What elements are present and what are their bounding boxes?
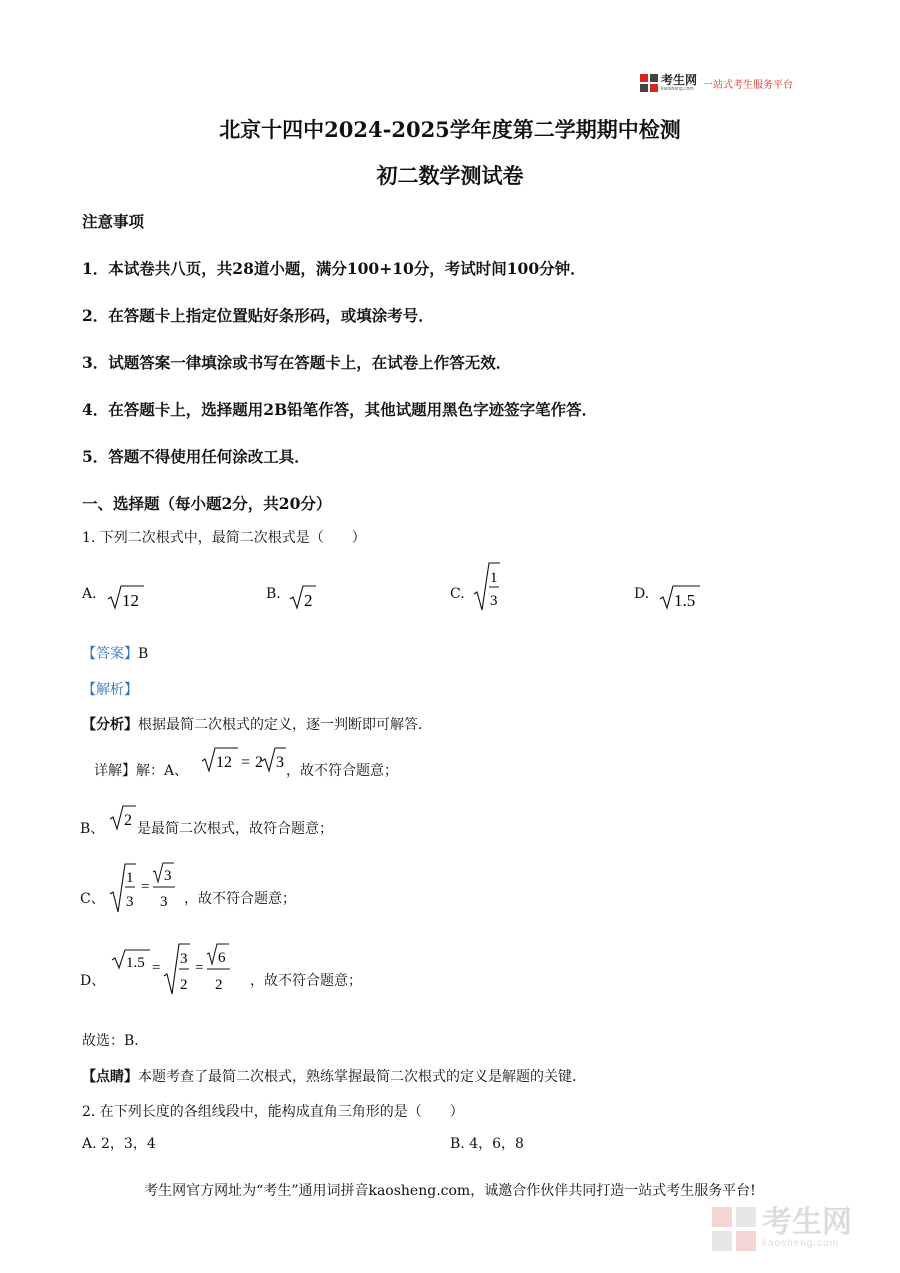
svg-text:1: 1: [126, 870, 134, 886]
question-1-stem: 1. 下列二次根式中，最简二次根式是（ ）: [82, 530, 366, 546]
svg-text:12: 12: [122, 591, 139, 610]
dianjing-tag: 【点睛】: [82, 1069, 138, 1085]
svg-text:=: =: [141, 879, 150, 895]
detail-c-math: [108, 860, 184, 916]
detail-d-math: [110, 940, 250, 998]
answer-value: B: [138, 646, 149, 662]
svg-text:2: 2: [304, 591, 313, 610]
answer-line: [82, 643, 148, 663]
svg-text:1.5: 1.5: [126, 955, 145, 971]
svg-text:3: 3: [180, 951, 188, 967]
notice-item: 2．在答题卡上指定位置贴好条形码，或填涂考号．: [82, 306, 434, 325]
detail-c-prefix: C、: [80, 891, 105, 907]
watermark-name: 考生网: [762, 1206, 852, 1239]
svg-text:6: 6: [218, 950, 226, 966]
notice-item: 4．在答题卡上，选择题用2B铅笔作答，其他试题用黑色字迹签字笔作答．: [82, 400, 598, 419]
exam-title: 北京十四中2024-2025学年度第二学期期中检测: [219, 117, 681, 142]
option-c-label: C.: [450, 586, 465, 602]
section-heading: 一、选择题（每小题2分，共20分）: [82, 494, 332, 513]
detail-d-text: ，故不符合题意；: [250, 973, 362, 989]
watermark: [712, 1204, 882, 1254]
kaosheng-logo-icon: [640, 74, 658, 92]
detail-a-text: ，故不符合题意；: [286, 763, 398, 779]
option-c-sqrt-fraction: [472, 560, 502, 612]
svg-text:2: 2: [255, 754, 263, 771]
svg-text:12: 12: [216, 754, 232, 771]
svg-text:3: 3: [164, 868, 172, 884]
watermark-logo-icon: [712, 1207, 756, 1251]
fenxi-line: [82, 714, 432, 734]
logo-text: [661, 72, 698, 92]
svg-text:=: =: [195, 960, 204, 976]
watermark-text: [762, 1208, 852, 1250]
option-d-sqrt: [658, 583, 702, 611]
svg-text:2: 2: [180, 977, 188, 993]
logo-domain: kaosheng.com: [661, 85, 694, 92]
footer-note: 考生网官方网址为“考生”通用词拼音kaosheng.com，诚邀合作伙伴共同打造一站式考生服务平台!: [144, 1183, 756, 1199]
answer-tag: 【答案】: [82, 646, 138, 662]
notice-item: 1．本试卷共八页，共28道小题，满分100+10分，考试时间100分钟．: [82, 259, 586, 278]
logo-slogan: 一站式考生服务平台: [703, 79, 794, 91]
site-logo[interactable]: [640, 73, 793, 93]
svg-text:1: 1: [490, 570, 498, 586]
svg-text:1.5: 1.5: [674, 591, 696, 610]
detail-b-text: 是最简二次根式，故符合题意；: [137, 821, 333, 837]
svg-text:=: =: [241, 754, 251, 771]
option-b-sqrt: [288, 583, 318, 611]
option-b-label: B.: [266, 586, 281, 602]
fenxi-tag: 【分析】: [82, 717, 138, 733]
detail-d-prefix: D、: [80, 973, 106, 989]
notice-heading: 注意事项: [82, 212, 145, 231]
detail-a-math: [200, 745, 288, 775]
question-2-option-a: A. 2，3，4: [82, 1136, 156, 1152]
notice-item: 3．试题答案一律填涂或书写在答题卡上，在试卷上作答无效．: [82, 353, 512, 372]
detail-b-math: [108, 803, 138, 833]
svg-text:=: =: [152, 960, 161, 976]
detail-b-prefix: B、: [80, 821, 105, 837]
svg-text:3: 3: [490, 593, 498, 609]
option-a-label: A.: [82, 586, 97, 602]
conclusion: 故选：B．: [82, 1033, 149, 1049]
analysis-tag: 【解析】: [82, 682, 138, 698]
notice-item: 5．答题不得使用任何涂改工具．: [82, 447, 310, 466]
fenxi-text: 根据最简二次根式的定义，逐一判断即可解答．: [138, 717, 432, 733]
watermark-domain: kaosheng.com: [762, 1238, 840, 1249]
question-2-stem: 2. 在下列长度的各组线段中，能构成直角三角形的是（ ）: [82, 1104, 464, 1120]
option-a-sqrt: [106, 583, 146, 611]
dianjing-text: 本题考查了最简二次根式，熟练掌握最简二次根式的定义是解题的关键．: [138, 1069, 586, 1085]
detail-c-text: ，故不符合题意；: [184, 891, 296, 907]
svg-text:2: 2: [215, 977, 223, 993]
svg-text:3: 3: [126, 894, 134, 910]
logo-name: 考生网: [661, 72, 698, 87]
detail-prefix: 详解】解：A、: [94, 763, 189, 779]
dianjing-line: [82, 1066, 586, 1086]
option-d-label: D.: [634, 586, 650, 602]
svg-text:3: 3: [160, 894, 168, 910]
svg-text:3: 3: [276, 754, 284, 771]
question-2-option-b: B. 4，6，8: [450, 1136, 524, 1152]
svg-text:2: 2: [124, 812, 132, 829]
exam-subtitle: 初二数学测试卷: [376, 163, 524, 188]
